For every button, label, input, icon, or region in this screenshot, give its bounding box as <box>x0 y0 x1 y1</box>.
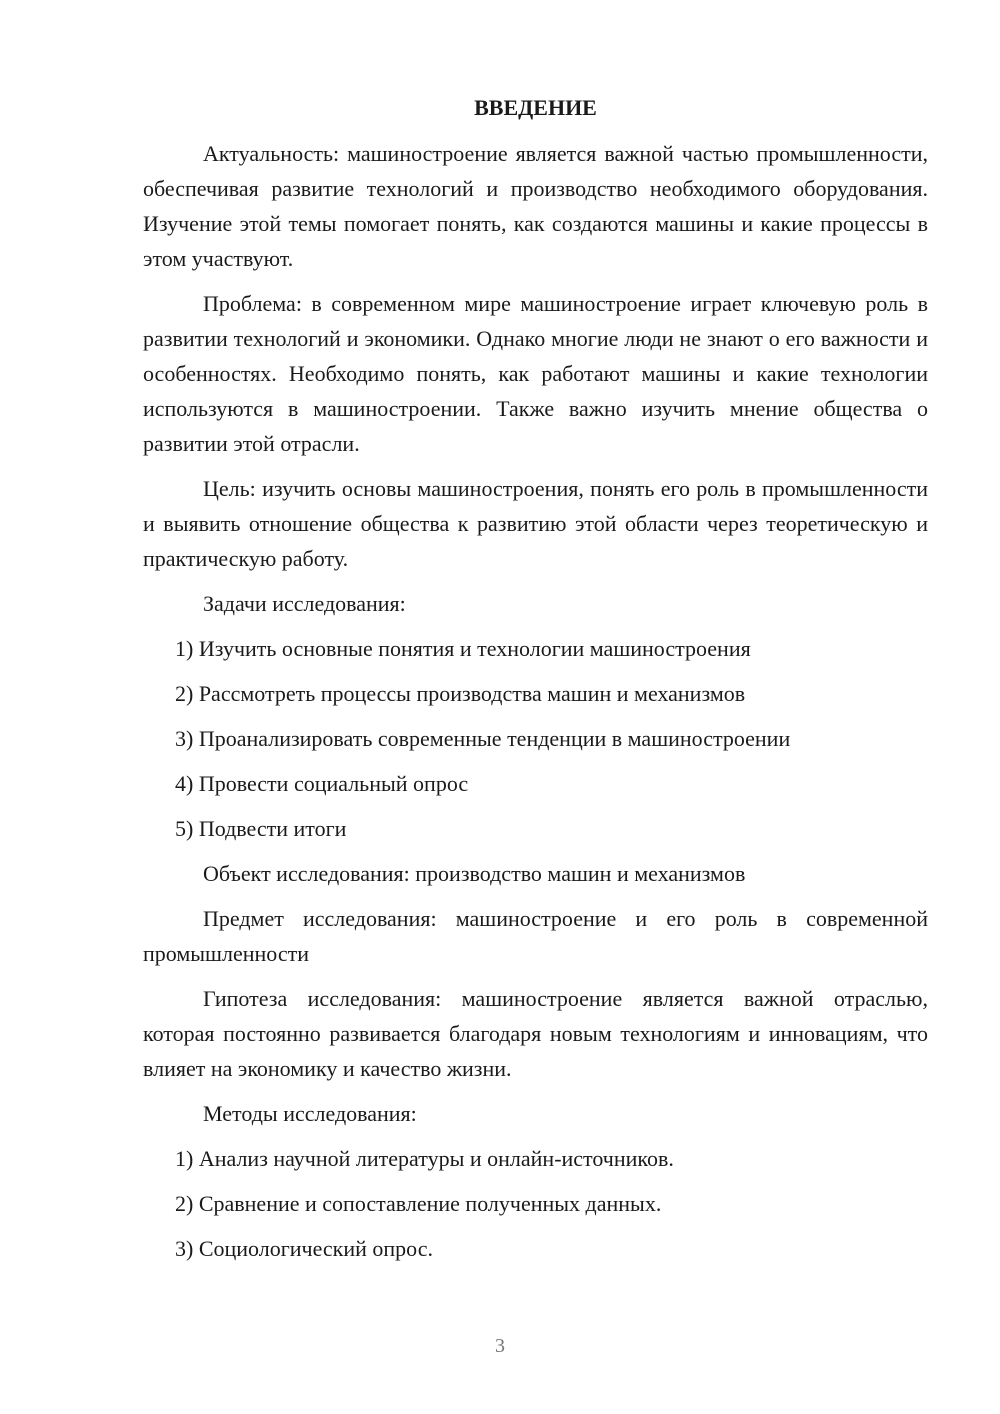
task-item: 4) Провести социальный опрос <box>175 771 469 796</box>
method-item: 2) Сравнение и сопоставление полученных данных. <box>175 1191 662 1216</box>
task-item: 5) Подвести итоги <box>175 816 347 841</box>
methods-list <box>143 1141 928 1266</box>
page-content <box>143 90 928 1276</box>
relevance-paragraph: Актуальность: машиностроение является важной частью промышленности, обеспечивая развитие технологий и производство необходимого оборудования. Изучение этой темы помогает понять, как создаются машины и какие процессы в этом участвуют. <box>143 141 928 271</box>
hypothesis-paragraph: Гипотеза исследования: машиностроение является важной отраслью, которая постоянно развивается благодаря новым технологиям и инновациям, что влияет на экономику и качество жизни. <box>143 986 928 1081</box>
tasks-list <box>143 631 928 846</box>
section-title: ВВЕДЕНИЕ <box>474 95 597 120</box>
tasks-heading: Задачи исследования: <box>203 591 406 616</box>
method-item: 1) Анализ научной литературы и онлайн-источников. <box>175 1146 674 1171</box>
task-item: 3) Проанализировать современные тенденции в машиностроении <box>175 726 791 751</box>
subject-paragraph: Предмет исследования: машиностроение и его роль в современной промышленности <box>143 906 928 966</box>
object-paragraph: Объект исследования: производство машин и механизмов <box>203 861 746 886</box>
page-number: 3 <box>495 1335 505 1357</box>
task-item: 1) Изучить основные понятия и технологии машиностроения <box>175 636 751 661</box>
goal-paragraph: Цель: изучить основы машиностроения, понять его роль в промышленности и выявить отношение общества к развитию этой области через теоретическую и практическую работу. <box>143 476 928 571</box>
methods-heading: Методы исследования: <box>203 1101 417 1126</box>
task-item: 2) Рассмотреть процессы производства машин и механизмов <box>175 681 746 706</box>
problem-paragraph: Проблема: в современном мире машиностроение играет ключевую роль в развитии технологий и экономики. Однако многие люди не знают о его важности и особенностях. Необходимо понять, как работают машины и какие технологии используются в машиностроении. Также важно изучить мнение общества о развитии этой отрасли. <box>143 291 928 456</box>
method-item: 3) Социологический опрос. <box>175 1236 433 1261</box>
